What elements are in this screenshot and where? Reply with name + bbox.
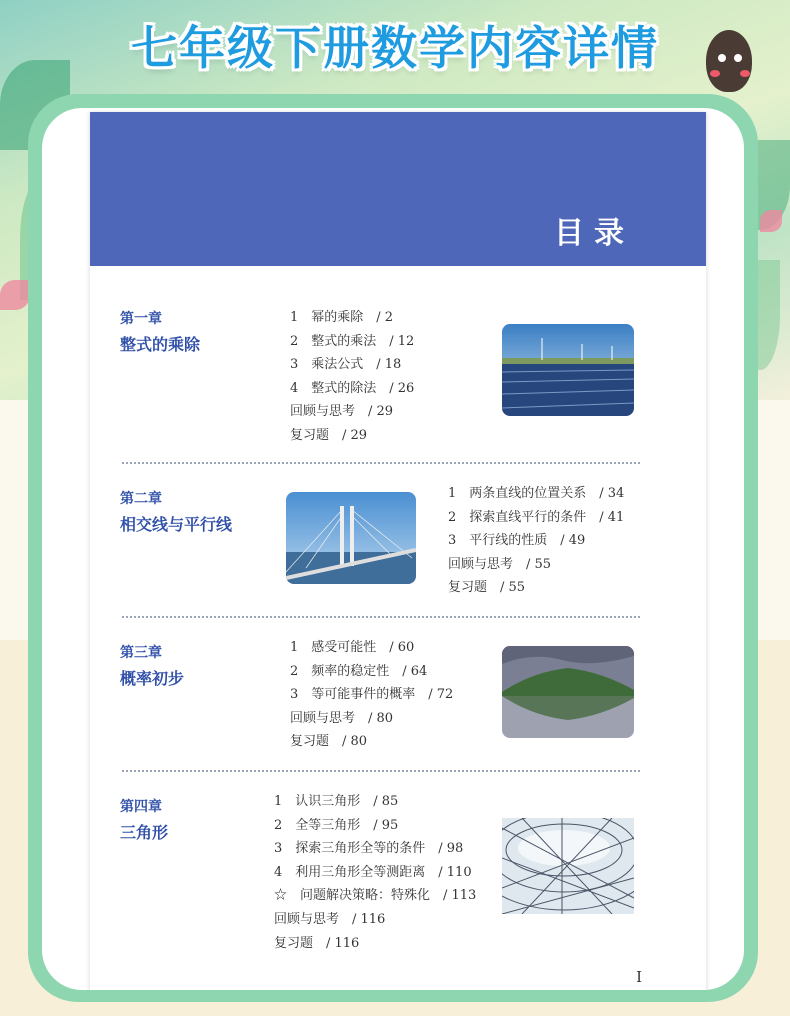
toc-item: 2 全等三角形 / 95 — [274, 817, 399, 833]
content-frame-inner — [42, 108, 744, 990]
chapter-toc — [290, 306, 414, 448]
chapter-toc — [448, 482, 624, 600]
cheek-icon — [740, 70, 750, 77]
lattice-dome-photo — [502, 818, 634, 914]
chapter-number: 第一章 — [120, 311, 162, 327]
section-divider — [122, 462, 640, 464]
page-number: I — [636, 968, 642, 986]
toc-item: 3 等可能事件的概率 / 72 — [290, 687, 454, 703]
flower-decoration — [760, 210, 782, 232]
toc-item: 1 认识三角形 / 85 — [274, 794, 399, 809]
toc-item: 复习题 / 55 — [448, 580, 526, 596]
chapter-name: 相交线与平行线 — [120, 515, 233, 534]
toc-item: 3 探索三角形全等的条件 / 98 — [274, 841, 464, 857]
toc-item: 4 整式的除法 / 26 — [290, 380, 415, 396]
chapter-name: 三角形 — [120, 823, 169, 842]
cheek-icon — [710, 70, 720, 77]
toc-item: 复习题 / 29 — [290, 427, 368, 443]
flower-decoration — [0, 280, 30, 310]
toc-item: 复习题 / 80 — [290, 734, 368, 750]
toc-item: 2 频率的稳定性 / 64 — [290, 663, 428, 679]
page-header — [90, 112, 706, 266]
chapter-number: 第三章 — [120, 645, 162, 661]
toc-item: 回顾与思考 / 80 — [290, 710, 394, 726]
eye-icon — [718, 54, 726, 62]
eye-icon — [734, 54, 742, 62]
solar-panels-photo — [502, 324, 634, 416]
toc-item: 回顾与思考 / 116 — [274, 911, 386, 927]
banner-title: 七年级下册数学内容详情 — [131, 21, 659, 75]
page-header-title: 目录 — [554, 216, 634, 251]
section-divider — [122, 770, 640, 772]
toc-item: 1 两条直线的位置关系 / 34 — [448, 486, 625, 501]
toc-item: 2 整式的乘法 / 12 — [290, 333, 415, 349]
chapter-number: 第二章 — [120, 491, 162, 507]
chapter-name: 概率初步 — [120, 669, 185, 688]
toc-item: 3 乘法公式 / 18 — [290, 357, 402, 373]
cable-bridge-photo — [286, 492, 416, 584]
toc-item: 2 探索直线平行的条件 / 41 — [448, 509, 625, 525]
toc-item: 回顾与思考 / 29 — [290, 404, 394, 420]
toc-item: 1 感受可能性 / 60 — [290, 640, 415, 655]
toc-item: 复习题 / 116 — [274, 935, 360, 951]
chapter-toc — [274, 790, 476, 955]
toc-item: 3 平行线的性质 / 49 — [448, 533, 586, 549]
toc-item: 回顾与思考 / 55 — [448, 556, 552, 572]
toc-item: ☆ 问题解决策略：特殊化 / 113 — [274, 888, 477, 904]
bunny-mascot-icon — [706, 30, 752, 92]
chapter-number: 第四章 — [120, 799, 162, 815]
chapter-toc — [290, 636, 453, 754]
toc-item: 1 幂的乘除 / 2 — [290, 310, 394, 325]
chapter-name: 整式的乘除 — [120, 335, 201, 354]
section-divider — [122, 616, 640, 618]
mountain-lake-photo — [502, 646, 634, 738]
toc-item: 4 利用三角形全等测距离 / 110 — [274, 864, 472, 880]
book-page — [90, 112, 706, 990]
